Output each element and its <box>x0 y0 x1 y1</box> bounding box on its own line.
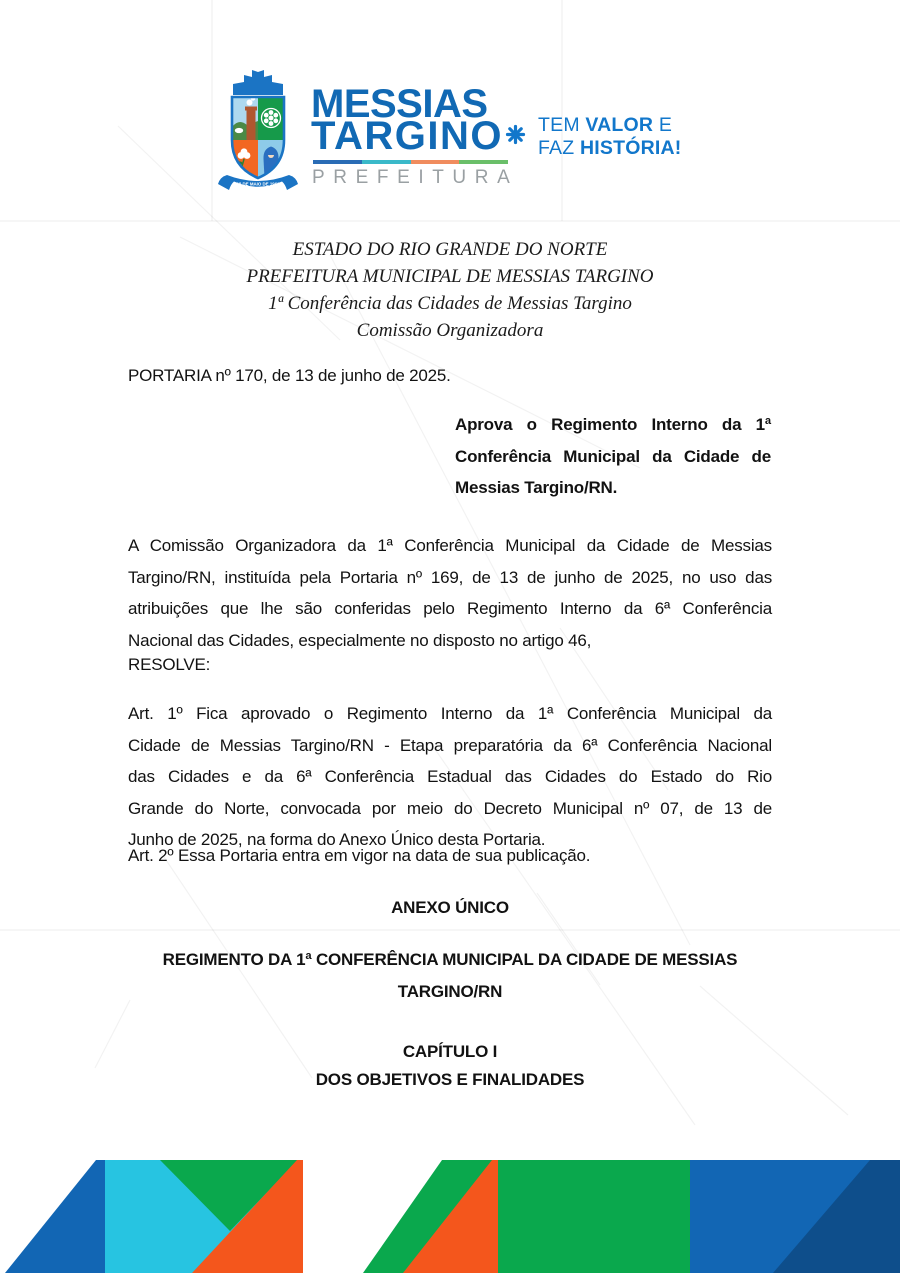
ementa-paragraph <box>455 409 771 504</box>
wordmark-subtitle: PREFEITURA <box>312 167 519 188</box>
preamble-paragraph <box>128 530 772 656</box>
underline-segment-teal <box>362 160 411 164</box>
chapter-title: CAPÍTULO I <box>402 1042 498 1061</box>
letterhead-state: ESTADO DO RIO GRANDE DO NORTE <box>292 239 608 260</box>
footer-blue-shape <box>5 1160 105 1273</box>
resolve-heading: RESOLVE: <box>128 655 211 674</box>
letterhead <box>0 236 900 344</box>
slogan <box>538 114 681 160</box>
underline-segment-orange <box>411 160 460 164</box>
asterisk-icon <box>505 124 526 145</box>
article-1-line: Art. 1º Fica aprovado o Regimento Interno da 1ª Conferência Municipal da <box>128 704 772 723</box>
article-1-paragraph <box>128 698 772 856</box>
article-1-line: Cidade de Messias Targino/RN - Etapa preparatória da 6ª Conferência Nacional <box>128 735 772 755</box>
underline-segment-green <box>459 160 508 164</box>
preamble-line: A Comissão Organizadora da 1ª Conferência Municipal da Cidade de Messias <box>128 536 772 555</box>
ementa-line: Conferência Municipal da Cidade de <box>455 446 771 466</box>
preamble-line: atribuições que lhe são conferidas pelo Regimento Interno da 6ª Conferência <box>128 599 772 618</box>
letterhead-municipality: PREFEITURA MUNICIPAL DE MESSIAS TARGINO <box>246 266 654 287</box>
regimento-title <box>128 944 772 1007</box>
wordmark-line1: MESSIAS <box>311 82 488 126</box>
ementa-line: Aprova o Regimento Interno da 1ª <box>455 415 771 434</box>
letterhead-commission: Comissão Organizadora <box>356 320 544 341</box>
crest-ribbon-text: 08 DE MAIO DE 1962 <box>236 181 280 187</box>
portaria-number-line: PORTARIA nº 170, de 13 de junho de 2025. <box>128 366 451 385</box>
ementa-line: Messias Targino/RN. <box>455 478 618 497</box>
footer-geometric-art <box>0 1160 900 1273</box>
chapter-subtitle: DOS OBJETIVOS E FINALIDADES <box>315 1070 585 1089</box>
chapter-heading <box>0 1038 900 1094</box>
footer-green-rect <box>498 1160 690 1273</box>
letterhead-conference: 1ª Conferência das Cidades de Messias Targino <box>268 293 632 314</box>
slogan-line2: FAZ HISTÓRIA! <box>538 137 682 159</box>
municipal-coat-of-arms <box>208 64 308 204</box>
underline-segment-blue <box>313 160 362 164</box>
regimento-title-line: TARGINO/RN <box>397 981 503 1001</box>
crest-crown <box>233 70 283 95</box>
article-1-line: Junho de 2025, na forma do Anexo Único desta Portaria. <box>128 830 546 849</box>
wordmark-line2: TARGINO <box>311 114 503 158</box>
crest-chimney <box>247 109 256 140</box>
preamble-line: Targino/RN, instituída pela Portaria nº 169, de 13 de junho de 2025, no uso das <box>128 567 772 587</box>
crest-smoke <box>247 100 253 106</box>
slogan-line1: TEM VALOR E <box>538 114 673 136</box>
article-2-paragraph: Art. 2º Essa Portaria entra em vigor na data de sua publicação. <box>128 846 591 865</box>
article-1-line: das Cidades e da 6ª Conferência Estadual das Cidades do Estado do Rio <box>128 767 772 786</box>
anexo-title: ANEXO ÚNICO <box>391 898 509 917</box>
wordmark-underline <box>313 160 508 164</box>
preamble-line: Nacional das Cidades, especialmente no disposto no artigo 46, <box>128 630 592 650</box>
crest-cattle <box>235 128 243 133</box>
regimento-title-line: REGIMENTO DA 1ª CONFERÊNCIA MUNICIPAL DA CIDADE DE MESSIAS <box>162 950 738 969</box>
article-1-line: Grande do Norte, convocada por meio do Decreto Municipal nº 07, de 13 de <box>128 798 772 818</box>
